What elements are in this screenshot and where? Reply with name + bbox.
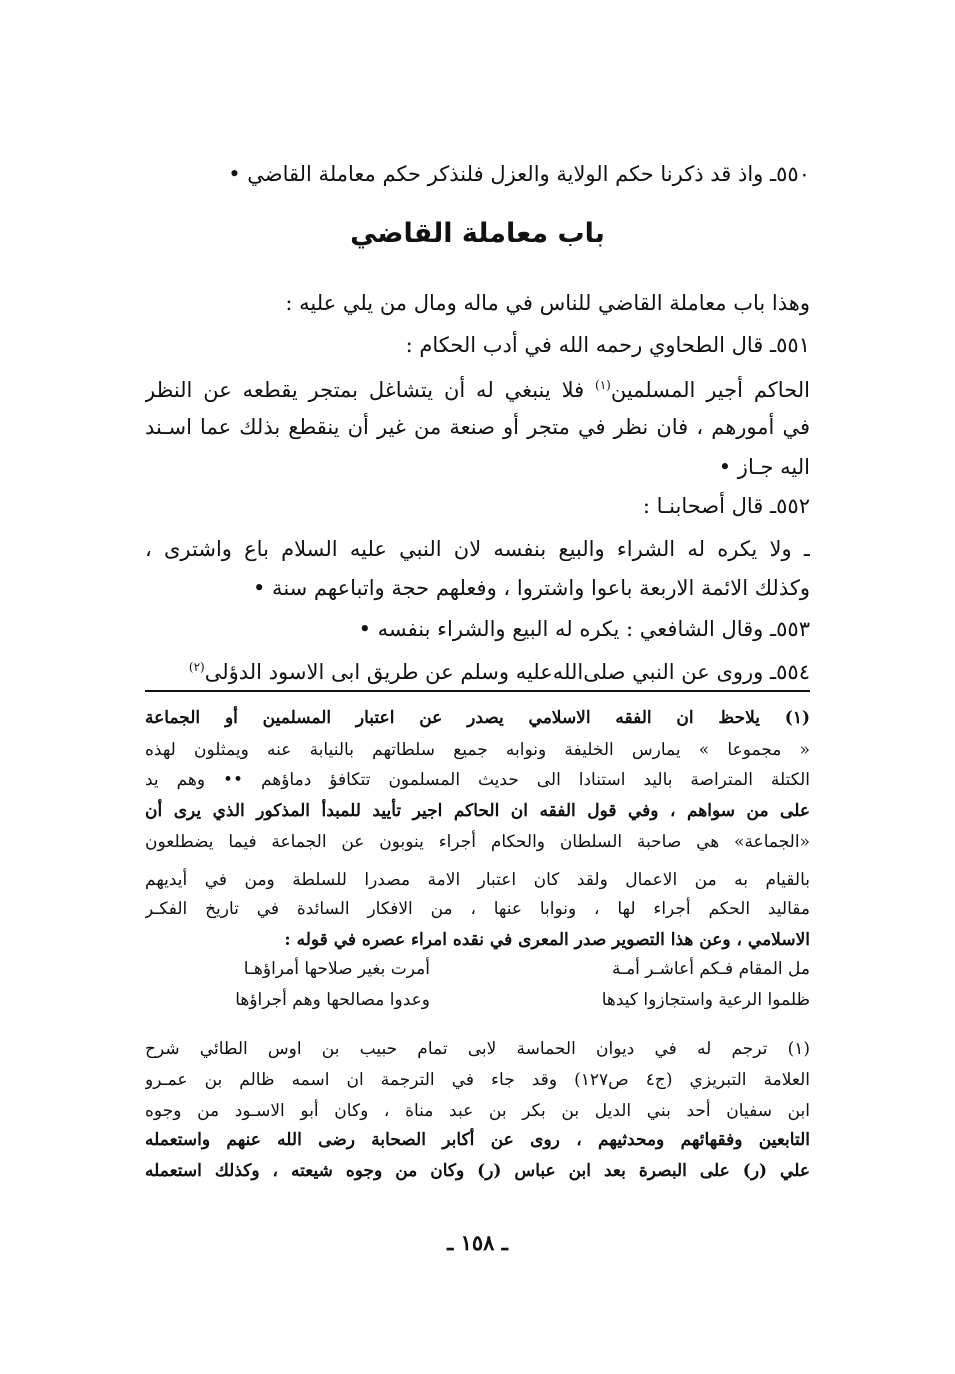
intro-paragraph: ٥٥٠ـ واذ قد ذكرنا حكم الولاية والعزل فلنذكر حكم معاملة القاضي • — [228, 162, 810, 186]
body-paragraph-3-line-3: اليه جـاز • — [718, 455, 810, 479]
footnote-ref: (١) — [595, 378, 611, 392]
footnote-2-line: ابن سفيان أحد بني الديل بن بكر بن عبد مناة ، وكان أبو الاسـود من وجوه — [145, 1101, 810, 1121]
body-paragraph-3-line-2: في أمورهم ، فان نظر في متجر أو صنعة من غير أن ينقطع بذلك عما اسـند — [145, 415, 810, 439]
body-text: فلا ينبغي له أن يتشاغل بمتجر يقطعه عن النظر — [145, 378, 596, 402]
body-paragraph-6: ٥٥٣ـ وقال الشافعي : يكره له البيع والشراء بنفسه • — [358, 617, 810, 641]
footnote-1-line: «الجماعة» هي صاحبة السلطان والحكام أجراء ينوبون عن الجماعة فيما يضطلعون — [145, 832, 810, 852]
verse-2-first-hemistich: ظلموا الرعية واستجازوا كيدها — [601, 990, 810, 1010]
body-paragraph-1: وهذا باب معاملة القاضي للناس في ماله ومال من يلي عليه : — [285, 291, 810, 315]
body-paragraph-4: ٥٥٢ـ قال أصحابنـا : — [642, 494, 810, 518]
body-paragraph-5-line-2: وكذلك الائمة الاربعة باعوا واشتروا ، وفعلهم حجة واتباعهم سنة • — [253, 576, 810, 600]
body-paragraph-3-line-1 — [145, 368, 810, 407]
chapter-title: باب معاملة القاضي — [350, 218, 605, 249]
footnote-separator — [145, 690, 810, 692]
footnote-1-line: على من سواهم ، وفي قول الفقه ان الحاكم اجير تأييد للمبدأ المذكور الذي يرى أن — [145, 801, 810, 821]
footnote-2-line: العلامة التبريزي (ج٤ ص١٢٧) وقد جاء في الترجمة ان اسمه ظالم بن عمـرو — [145, 1070, 810, 1090]
footnote-1-line: الكتلة المتراصة باليد استنادا الى حديث المسلمون تتكافؤ دماؤهم •• وهم يد — [145, 770, 810, 790]
footnote-1-line: « مجموعا » يمارس الخليفة ونوابه جميع سلطاتهم بالنيابة عنه ويمثلون لهذه — [145, 740, 810, 760]
footnote-2-line: التابعين وفقهائهم ومحدثيهم ، روى عن أكابر الصحابة رضى الله عنهم واستعمله — [145, 1130, 810, 1150]
footnote-1-line: مقاليد الحكم أجراء لها ، ونوابا عنها ، من الافكار السائدة في تاريخ الفكـر — [145, 899, 810, 919]
footnote-2-line: (١) ترجم له في ديوان الحماسة لابى تمام حبيب بن اوس الطائي شرح — [145, 1039, 810, 1059]
body-paragraph-7 — [145, 650, 810, 689]
verse-1-second-hemistich: أمرت بغير صلاحها أمراؤهـا — [243, 959, 430, 979]
footnote-2-line: علي (ر) على البصرة بعد ابن عباس (ر) وكان من وجوه شيعته ، وكذلك استعمله — [145, 1161, 810, 1181]
verse-2-second-hemistich: وعدوا مصالحها وهم أجراؤها — [235, 990, 430, 1010]
body-text: ٥٥٤ـ وروى عن النبي صلى‌الله‌عليه وسلم عن طريق ابى الاسود الدؤلى — [204, 660, 810, 684]
footnote-1-line: بالقيام به من الاعمال ولقد كان اعتبار الامة مصدرا للسلطة ومن في أيديهم — [145, 870, 810, 890]
footnote-ref: (٢) — [188, 660, 205, 674]
body-paragraph-5-line-1: ـ ولا يكره له الشراء والبيع بنفسه لان النبي عليه السلام باع واشترى ، — [145, 537, 810, 561]
page-number: ـ ١٥٨ ـ — [447, 1230, 508, 1255]
footnote-1-line: الاسلامي ، وعن هذا التصوير صدر المعرى في نقده امراء عصره في قوله : — [284, 930, 810, 950]
verse-1-first-hemistich: مل المقام فـكم أعاشـر أمـة — [611, 959, 810, 979]
body-text: الحاكم أجير المسلمين — [610, 378, 810, 402]
body-paragraph-2: ٥٥١ـ قال الطحاوي رحمه الله في أدب الحكام : — [405, 333, 810, 357]
footnote-1-line: (١) يلاحظ ان الفقه الاسلامي يصدر عن اعتبار المسلمين أو الجماعة — [145, 708, 810, 728]
